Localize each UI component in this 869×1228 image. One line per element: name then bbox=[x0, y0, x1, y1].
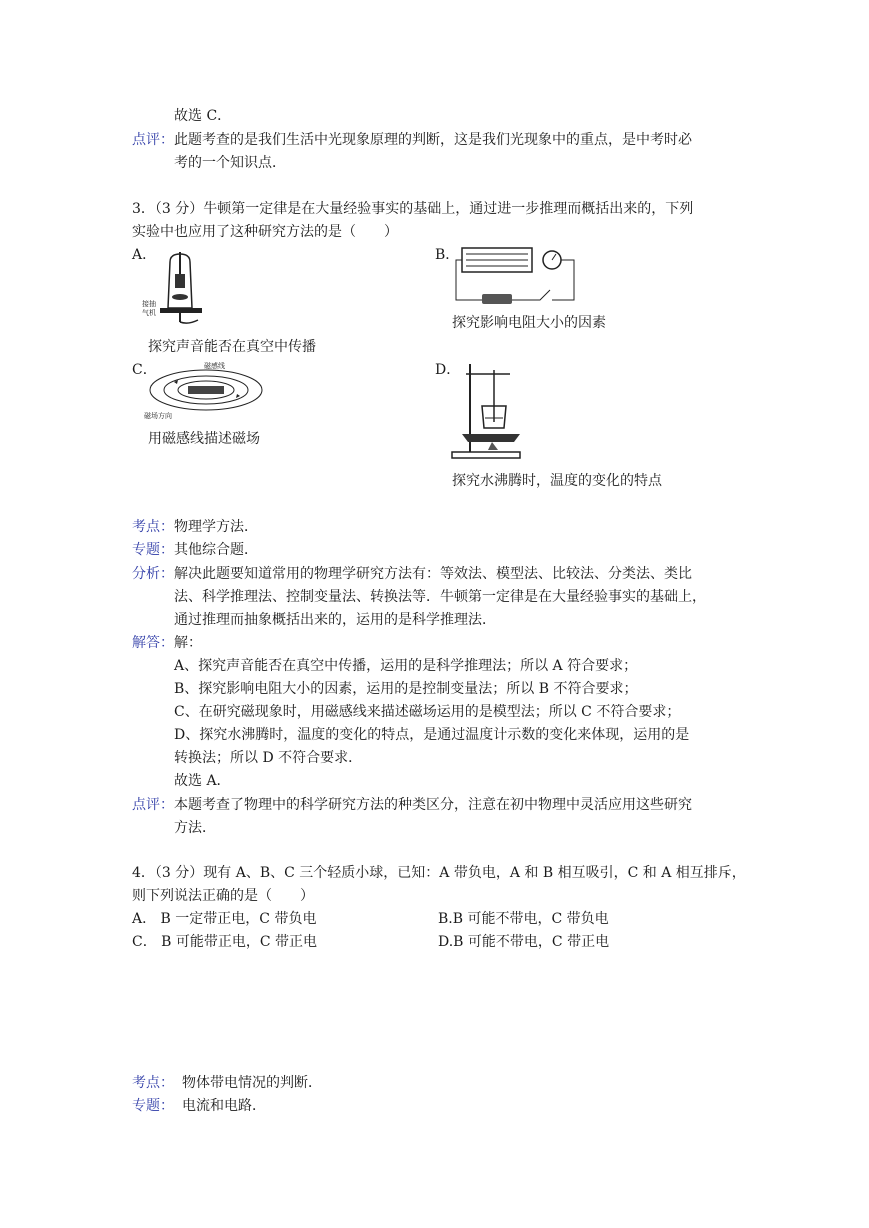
figure-label-pump-2: 气机 bbox=[142, 309, 156, 317]
q3-fenxi-label: 分析： bbox=[132, 566, 174, 582]
q3-jieda-line1: A、探究声音能否在真空中传播，运用的是科学推理法；所以 A 符合要求； bbox=[174, 658, 638, 674]
q4-kaodian-label: 考点： bbox=[132, 1075, 174, 1091]
q4-option-b: B.B 可能不带电，C 带负电 bbox=[438, 911, 609, 927]
q3-fenxi-line1: 解决此题要知道常用的物理学研究方法有：等效法、模型法、比较法、分类法、类比 bbox=[174, 566, 692, 582]
q3-jieda-intro: 解： bbox=[174, 635, 202, 651]
q4-stem-line1: 4．（3 分）现有 A、B、C 三个轻质小球，已知：A 带负电，A 和 B 相互吸引，C 和 A 相互排斥， bbox=[132, 865, 746, 881]
q3-jieda-answer: 故选 A． bbox=[174, 773, 231, 789]
q3-option-d-caption: 探究水沸腾时，温度的变化的特点 bbox=[452, 473, 662, 489]
q3-dianping-label: 点评： bbox=[132, 797, 174, 813]
q3-jieda-line3: C、在研究磁现象时，用磁感线来描述磁场运用的是模型法；所以 C 不符合要求； bbox=[174, 704, 681, 720]
q4-stem-line2: 则下列说法正确的是（ ） bbox=[132, 888, 314, 904]
q3-option-c-caption: 用磁感线描述磁场 bbox=[148, 431, 260, 447]
q3-zhuanti-label: 专题： bbox=[132, 542, 174, 558]
q3-option-c-letter: C． bbox=[132, 362, 157, 378]
q3-jieda-line4: D、探究水沸腾时，温度的变化的特点，是通过温度计示数的变化来体现，运用的是 bbox=[174, 727, 690, 743]
magnetic-field-lines-figure bbox=[144, 360, 274, 422]
q3-zhuanti: 其他综合题． bbox=[174, 542, 258, 558]
resistance-circuit-figure bbox=[452, 244, 582, 308]
q3-fenxi-line3: 通过推理而抽象概括出来的，运用的是科学推理法． bbox=[174, 612, 496, 628]
prev-comment-line1: 此题考查的是我们生活中光现象原理的判断，这是我们光现象中的重点，是中考时必 bbox=[174, 132, 692, 148]
figure-label-pump-1: 接抽 bbox=[142, 300, 156, 308]
q3-option-a-caption: 探究声音能否在真空中传播 bbox=[148, 339, 316, 355]
q3-stem-line1: 3．（3 分）牛顿第一定律是在大量经验事实的基础上，通过进一步推理而概括出来的，下列 bbox=[132, 201, 694, 217]
q3-option-a-letter: A． bbox=[132, 247, 157, 263]
q3-stem-line2: 实验中也应用了这种研究方法的是（ ） bbox=[132, 224, 398, 240]
q3-option-b-letter: B． bbox=[435, 247, 460, 263]
q3-kaodian: 物理学方法． bbox=[174, 519, 258, 535]
q3-jieda-label: 解答： bbox=[132, 635, 174, 651]
q3-option-d-letter: D． bbox=[435, 362, 461, 378]
prev-comment-label: 点评： bbox=[132, 132, 174, 148]
bell-jar-vacuum-figure bbox=[140, 252, 220, 328]
q3-kaodian-label: 考点： bbox=[132, 519, 174, 535]
figure-label-field-direction: 磁场方向 bbox=[144, 412, 172, 420]
boiling-water-apparatus-figure bbox=[448, 362, 528, 462]
q3-dianping-line1: 本题考查了物理中的科学研究方法的种类区分，注意在初中物理中灵活应用这些研究 bbox=[174, 797, 692, 813]
q3-jieda-line2: B、探究影响电阻大小的因素，运用的是控制变量法；所以 B 不符合要求； bbox=[174, 681, 638, 697]
q4-kaodian: 物体带电情况的判断． bbox=[182, 1075, 322, 1091]
q4-option-c: C． B 可能带正电，C 带正电 bbox=[132, 934, 318, 950]
q4-zhuanti-label: 专题： bbox=[132, 1098, 174, 1114]
q4-option-a: A． B 一定带正电，C 带负电 bbox=[132, 911, 317, 927]
prev-comment-line2: 考的一个知识点． bbox=[174, 155, 286, 171]
q4-option-d: D.B 可能不带电，C 带正电 bbox=[438, 934, 610, 950]
q4-zhuanti: 电流和电路． bbox=[182, 1098, 266, 1114]
prev-conclusion: 故选 C． bbox=[174, 108, 232, 124]
q3-option-b-caption: 探究影响电阻大小的因素 bbox=[452, 315, 606, 331]
q3-dianping-line2: 方法． bbox=[174, 820, 216, 836]
q3-fenxi-line2: 法、科学推理法、控制变量法、转换法等．牛顿第一定律是在大量经验事实的基础上， bbox=[174, 589, 706, 605]
q3-jieda-line5: 转换法；所以 D 不符合要求． bbox=[174, 750, 363, 766]
figure-label-field-lines: 磁感线 bbox=[204, 362, 225, 370]
